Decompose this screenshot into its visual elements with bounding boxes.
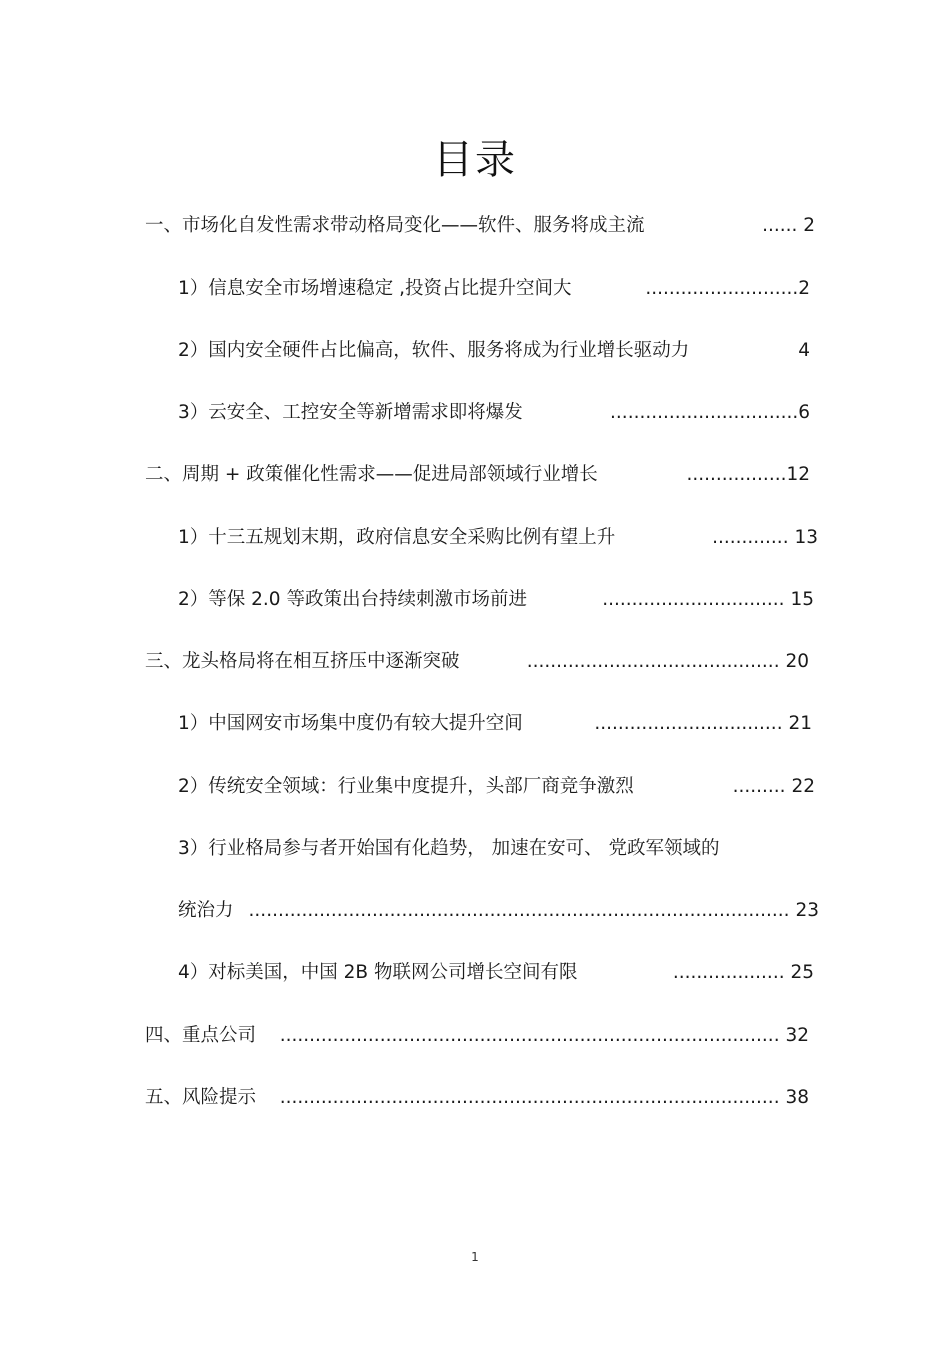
toc-entry-text: 四、重点公司 [145, 1025, 257, 1046]
toc-entry-text: 1）中国网安市场集中度仍有较大提升空间 [178, 713, 523, 734]
toc-entry-12[interactable] [178, 896, 819, 926]
toc-entry-6[interactable] [178, 523, 818, 553]
toc-entry-8[interactable] [145, 647, 809, 677]
toc-entry-text: 三、龙头格局将在相互挤压中逐渐突破 [145, 651, 460, 672]
toc-entry-text: 一、市场化自发性需求带动格局变化——软件、服务将成主流 [145, 215, 645, 236]
toc-entry-text: 2）国内安全硬件占比偏高，软件、服务将成为行业增长驱动力 [178, 340, 690, 361]
toc-entry-leader: ................................ 21 [594, 713, 812, 734]
page-number: 1 [471, 1250, 479, 1264]
toc-entry-text: 2）传统安全领域：行业集中度提升，头部厂商竞争激烈 [178, 776, 634, 797]
toc-entry-text: 1）十三五规划末期，政府信息安全采购比例有望上升 [178, 527, 616, 548]
toc-entry-leader: ................................6 [610, 402, 810, 423]
toc-entry-3[interactable] [178, 336, 810, 366]
toc-entry-13[interactable] [178, 958, 814, 988]
toc-entry-text: 2）等保 2.0 等政策出台持续刺激市场前进 [178, 589, 527, 610]
toc-entry-14[interactable] [145, 1021, 809, 1051]
toc-entry-text: 3）行业格局参与者开始国有化趋势， 加速在安可、 党政军领域的 [178, 838, 720, 859]
toc-entry-leader: ............................................................................................ 23 [248, 900, 819, 921]
toc-entry-5[interactable] [145, 460, 810, 490]
toc-entry-leader: 4 [798, 340, 810, 361]
toc-entry-leader: ......... 22 [732, 776, 815, 797]
toc-entry-2[interactable] [178, 274, 810, 304]
toc-entry-leader: ..................................................................................... 38 [279, 1087, 809, 1108]
toc-entry-15[interactable] [145, 1083, 809, 1113]
toc-entry-leader: ..................................................................................... 32 [279, 1025, 809, 1046]
toc-entry-leader: .................12 [686, 464, 810, 485]
toc-entry-7[interactable] [178, 585, 814, 615]
toc-entry-leader: ..........................2 [645, 278, 810, 299]
toc-entry-leader: ................... 25 [672, 962, 814, 983]
toc-entry-leader: ............. 13 [712, 527, 818, 548]
toc-entry-leader: ........................................... 20 [526, 651, 809, 672]
toc-entry-leader: ............................... 15 [602, 589, 814, 610]
toc-entry-9[interactable] [178, 709, 812, 739]
toc-entry-4[interactable] [178, 398, 810, 428]
toc-entry-text: 五、风险提示 [145, 1087, 257, 1108]
toc-title: 目录 [433, 137, 517, 183]
toc-entry-text: 二、周期 + 政策催化性需求——促进局部领域行业增长 [145, 464, 598, 485]
toc-entry-text: 1）信息安全市场增速稳定 ,投资占比提升空间大 [178, 278, 572, 299]
toc-entry-text: 统治力 [178, 900, 234, 921]
toc-entry-leader: ...... 2 [762, 215, 815, 236]
toc-entry-text: 4）对标美国，中国 2B 物联网公司增长空间有限 [178, 962, 578, 983]
toc-entry-text: 3）云安全、工控安全等新增需求即将爆发 [178, 402, 523, 423]
toc-entry-1[interactable] [145, 211, 815, 241]
toc-entry-10[interactable] [178, 772, 815, 802]
toc-entry-11[interactable] [178, 834, 818, 864]
